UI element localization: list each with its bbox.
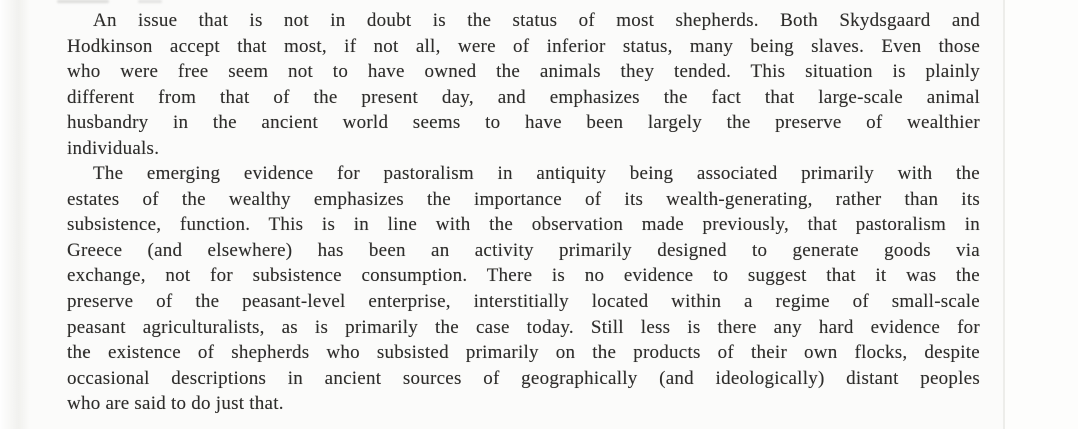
scan-left-edge-shade [0, 0, 30, 429]
text-line: occasional descriptions in ancient sources of geographically (and ideologically) distant peoples [67, 367, 980, 389]
text-line: An issue that is not in doubt is the status of most shepherds. Both Skydsgaard and [93, 10, 980, 31]
body-text-block [67, 8, 980, 417]
cropped-text-artifact [57, 0, 109, 3]
text-line: preserve of the peasant-level enterprise, interstitially located within a regime of small-scale [67, 291, 980, 313]
text-line: husbandry in the ancient world seems to have been largely the preserve of wealthier [67, 112, 980, 134]
text-line: the existence of shepherds who subsisted primarily on the products of their own flocks, despite [67, 342, 980, 364]
paragraph-shepherd-status [67, 8, 980, 161]
text-line: estates of the wealthy emphasizes the importance of its wealth-generating, rather than its [67, 188, 980, 210]
paragraph-pastoralism-wealth [67, 161, 980, 416]
cropped-text-artifact [138, 0, 162, 3]
text-line: individuals. [67, 137, 160, 159]
text-line: exchange, not for subsistence consumption. There is no evidence to suggest that it was the [67, 265, 980, 287]
scan-right-margin [1005, 0, 1078, 429]
text-line: who were free seem not to have owned the animals they tended. This situation is plainly [67, 61, 980, 83]
text-line: subsistence, function. This is in line with the observation made previously, that pastoralism in [67, 214, 980, 236]
text-line: Hodkinson accept that most, if not all, were of inferior status, many being slaves. Even those [67, 35, 980, 57]
text-line: who are said to do just that. [67, 393, 284, 415]
text-line: different from that of the present day, and emphasizes the fact that large-scale animal [67, 86, 980, 108]
text-line: The emerging evidence for pastoralism in antiquity being associated primarily with the [93, 163, 980, 185]
text-line: Greece (and elsewhere) has been an activity primarily designed to generate goods via [67, 239, 980, 261]
text-line: peasant agriculturalists, as is primarily the case today. Still less is there any hard evidence for [67, 316, 980, 338]
